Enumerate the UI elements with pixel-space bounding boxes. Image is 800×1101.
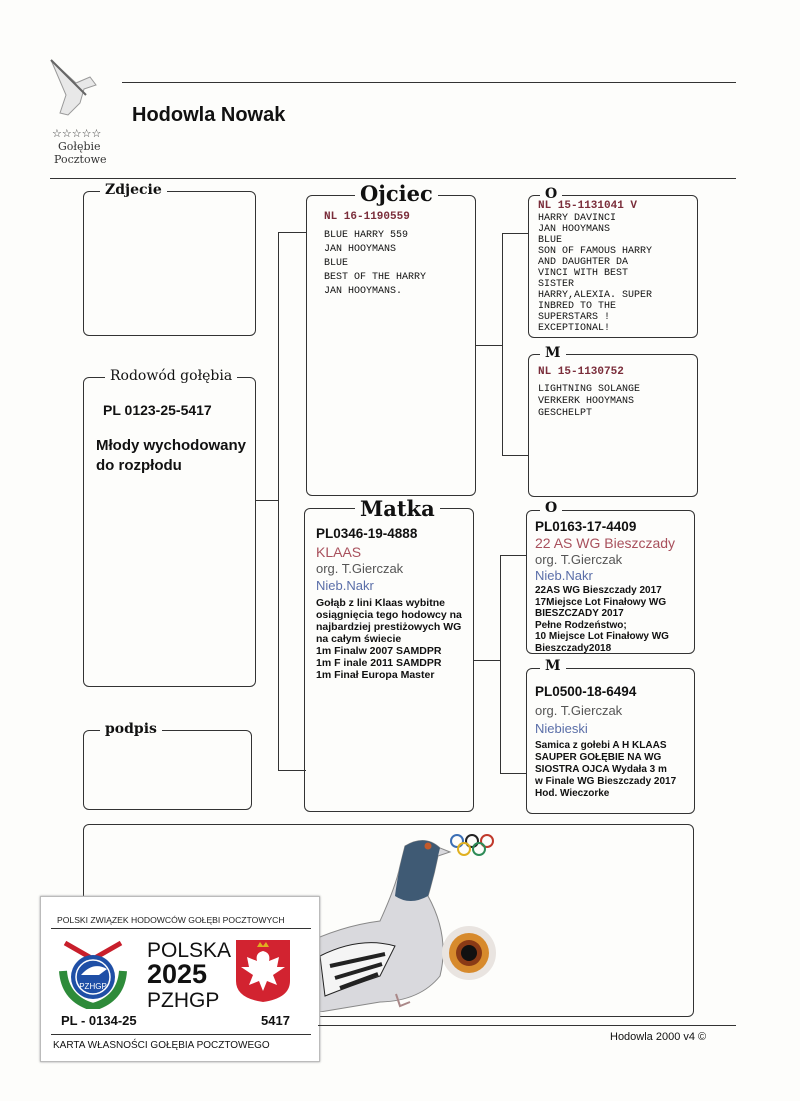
page-title: Hodowla Nowak <box>132 104 286 126</box>
pzhgp-logo-icon <box>53 931 133 1009</box>
bird-ring-number: PL 0123-25-5417 <box>103 402 212 418</box>
father-mother-ring: NL 15-1130752 <box>538 366 624 378</box>
logo <box>46 55 126 170</box>
card-abbr: PZHGP <box>147 989 220 1012</box>
mother-mother-info: Samica z gołebi A H KLAAS SAUPER GOŁĘBIE NA WG SIOSTRA OJCA Wydała 3 m w Finale WG Bieszczady 2017 Hod. Wieczorke <box>535 740 677 799</box>
mother-father-org: org. T.Gierczak <box>535 552 623 567</box>
header-bottom-rule <box>50 178 736 179</box>
mother-label: Matka <box>355 496 440 521</box>
footer-rule <box>318 1025 736 1026</box>
card-ring-left: PL - 0134-25 <box>61 1013 137 1028</box>
card-year: 2025 <box>147 959 208 989</box>
logo-line1: Gołębie <box>58 140 101 153</box>
polish-eagle-icon <box>233 937 293 1005</box>
mother-father-color: Nieb.Nakr <box>535 568 593 583</box>
mother-father-ring: PL0163-17-4409 <box>535 519 637 534</box>
father-ring: NL 16-1190559 <box>324 211 410 223</box>
mother-mother-color: Niebieski <box>535 721 588 736</box>
mother-mother-org: org. T.Gierczak <box>535 703 623 718</box>
pigeon-photo-icon <box>300 826 460 1012</box>
signature-label: podpis <box>100 721 162 737</box>
card-footer: KARTA WŁASNOŚCI GOŁĘBIA POCZTOWEGO <box>53 1040 270 1051</box>
father-father-label: O <box>540 186 562 202</box>
mother-info: Gołąb z lini Klaas wybitne osiągnięcia tego hodowcy na najbardziej prestiżowych WG na całym świecie 1m Finalw 2007 SAMDPR 1m F inale 2011 SAMDPR 1m Finał Europa Master <box>316 597 462 681</box>
pzhgp-logo-text: PZHGP <box>79 982 107 991</box>
card-ring-right: 5417 <box>261 1013 290 1028</box>
logo-stars: ☆☆☆☆☆ <box>52 128 102 140</box>
logo-line2: Pocztowe <box>54 153 107 166</box>
mother-color: Nieb.Nakr <box>316 578 374 593</box>
father-father-ring: NL 15-1131041 V <box>538 200 638 212</box>
photo-label: Zdjecie <box>100 182 167 198</box>
mother-org: org. T.Gierczak <box>316 561 404 576</box>
pigeon-logo-icon <box>46 55 126 135</box>
card-org-name: POLSKI ZWIĄZEK HODOWCÓW GOŁĘBI POCZTOWYCH <box>57 915 285 925</box>
father-father-info: HARRY DAVINCI JAN HOOYMANS BLUE SON OF FAMOUS HARRY AND DAUGHTER DA VINCI WITH BEST SISTER HARRY,ALEXIA. SUPER INBRED TO THE SUPERSTARS ! EXCEPTIONAL! <box>538 213 653 334</box>
mother-father-info: 22AS WG Bieszczady 2017 17Miejsce Lot Finałowy WG BIESZCZADY 2017 Pełne Rodzeństwo; 10 Miejsce Lot Finałowy WG Bieszczady2018 <box>535 585 669 654</box>
footer-version: Hodowla 2000 v4 © <box>610 1031 707 1043</box>
header-top-rule <box>122 82 736 83</box>
pigeon-eye-icon <box>440 924 498 982</box>
pedigree-label: Rodowód gołębia <box>105 368 237 384</box>
father-mother-info: LIGHTNING SOLANGE VERKERK HOOYMANS GESCHELPT <box>538 384 641 419</box>
mother-father-name: 22 AS WG Bieszczady <box>535 535 676 551</box>
bird-description: Młody wychodowany do rozpłodu <box>96 437 247 474</box>
mother-mother-ring: PL0500-18-6494 <box>535 684 637 699</box>
signature-box <box>83 730 252 810</box>
card-country: POLSKA <box>147 939 232 962</box>
photo-box <box>83 191 256 336</box>
father-label: Ojciec <box>355 181 438 206</box>
father-info: BLUE HARRY 559 JAN HOOYMANS BLUE BEST OF THE HARRY JAN HOOYMANS. <box>324 230 427 297</box>
father-mother-label: M <box>540 345 566 361</box>
mother-ring: PL0346-19-4888 <box>316 526 418 541</box>
pedigree-box <box>83 377 256 687</box>
ownership-card <box>40 896 320 1062</box>
mother-mother-label: M <box>540 658 566 674</box>
mother-name: KLAAS <box>316 544 362 560</box>
mother-father-label: O <box>540 500 562 516</box>
